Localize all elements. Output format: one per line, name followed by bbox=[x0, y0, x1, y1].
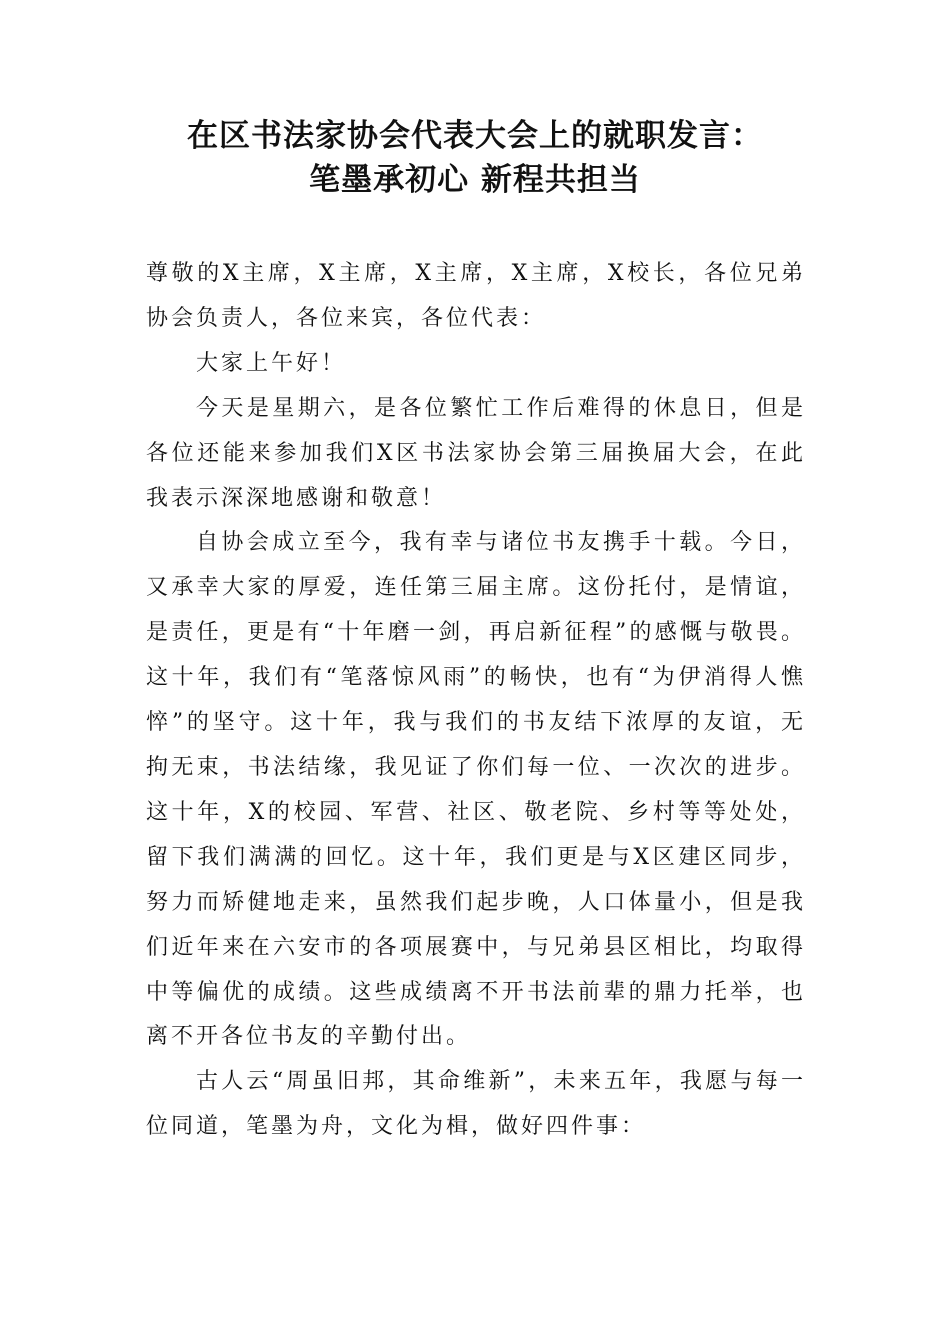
paragraph-thanks: 今天是星期六，是各位繁忙工作后难得的休息日，但是各位还能来参加我们X区书法家协会第三届换届大会，在此我表示深深地感谢和敬意！ bbox=[146, 395, 806, 511]
paragraph-future: 古人云“周虽旧邦，其命维新”，未来五年，我愿与每一位同道，笔墨为舟，文化为楫，做好四件事： bbox=[146, 1069, 806, 1140]
document-body bbox=[146, 252, 806, 1150]
salutation: 尊敬的X主席，X主席，X主席，X主席，X校长，各位兄弟协会负责人，各位来宾，各位代表： bbox=[146, 261, 806, 331]
title-line-1: 在区书法家协会代表大会上的就职发言： bbox=[187, 118, 763, 154]
paragraph-greeting: 大家上午好！ bbox=[196, 350, 347, 376]
paragraph-review: 自协会成立至今，我有幸与诸位书友携手十载。今日，又承幸大家的厚爱，连任第三届主席。这份托付，是情谊，是责任，更是有“十年磨一剑，再启新征程”的感慨与敬畏。这十年，我们有“笔落惊风雨”的畅快，也有“为伊消得人憔悴”的坚守。这十年，我与我们的书友结下浓厚的友谊，无拘无束，书法结缘，我见证了你们每一位、一次次的进步。这十年，X的校园、军营、社区、敬老院、乡村等等处处，留下我们满满的回忆。这十年，我们更是与X区建区同步，努力而矫健地走来，虽然我们起步晚，人口体量小，但是我们近年来在六安市的各项展赛中，与兄弟县区相比，均取得中等偏优的成绩。这些成绩离不开书法前辈的鼎力托举，也离不开各位书友的辛勤付出。 bbox=[146, 530, 806, 1050]
title-line-2: 笔墨承初心 新程共担当 bbox=[309, 162, 641, 198]
